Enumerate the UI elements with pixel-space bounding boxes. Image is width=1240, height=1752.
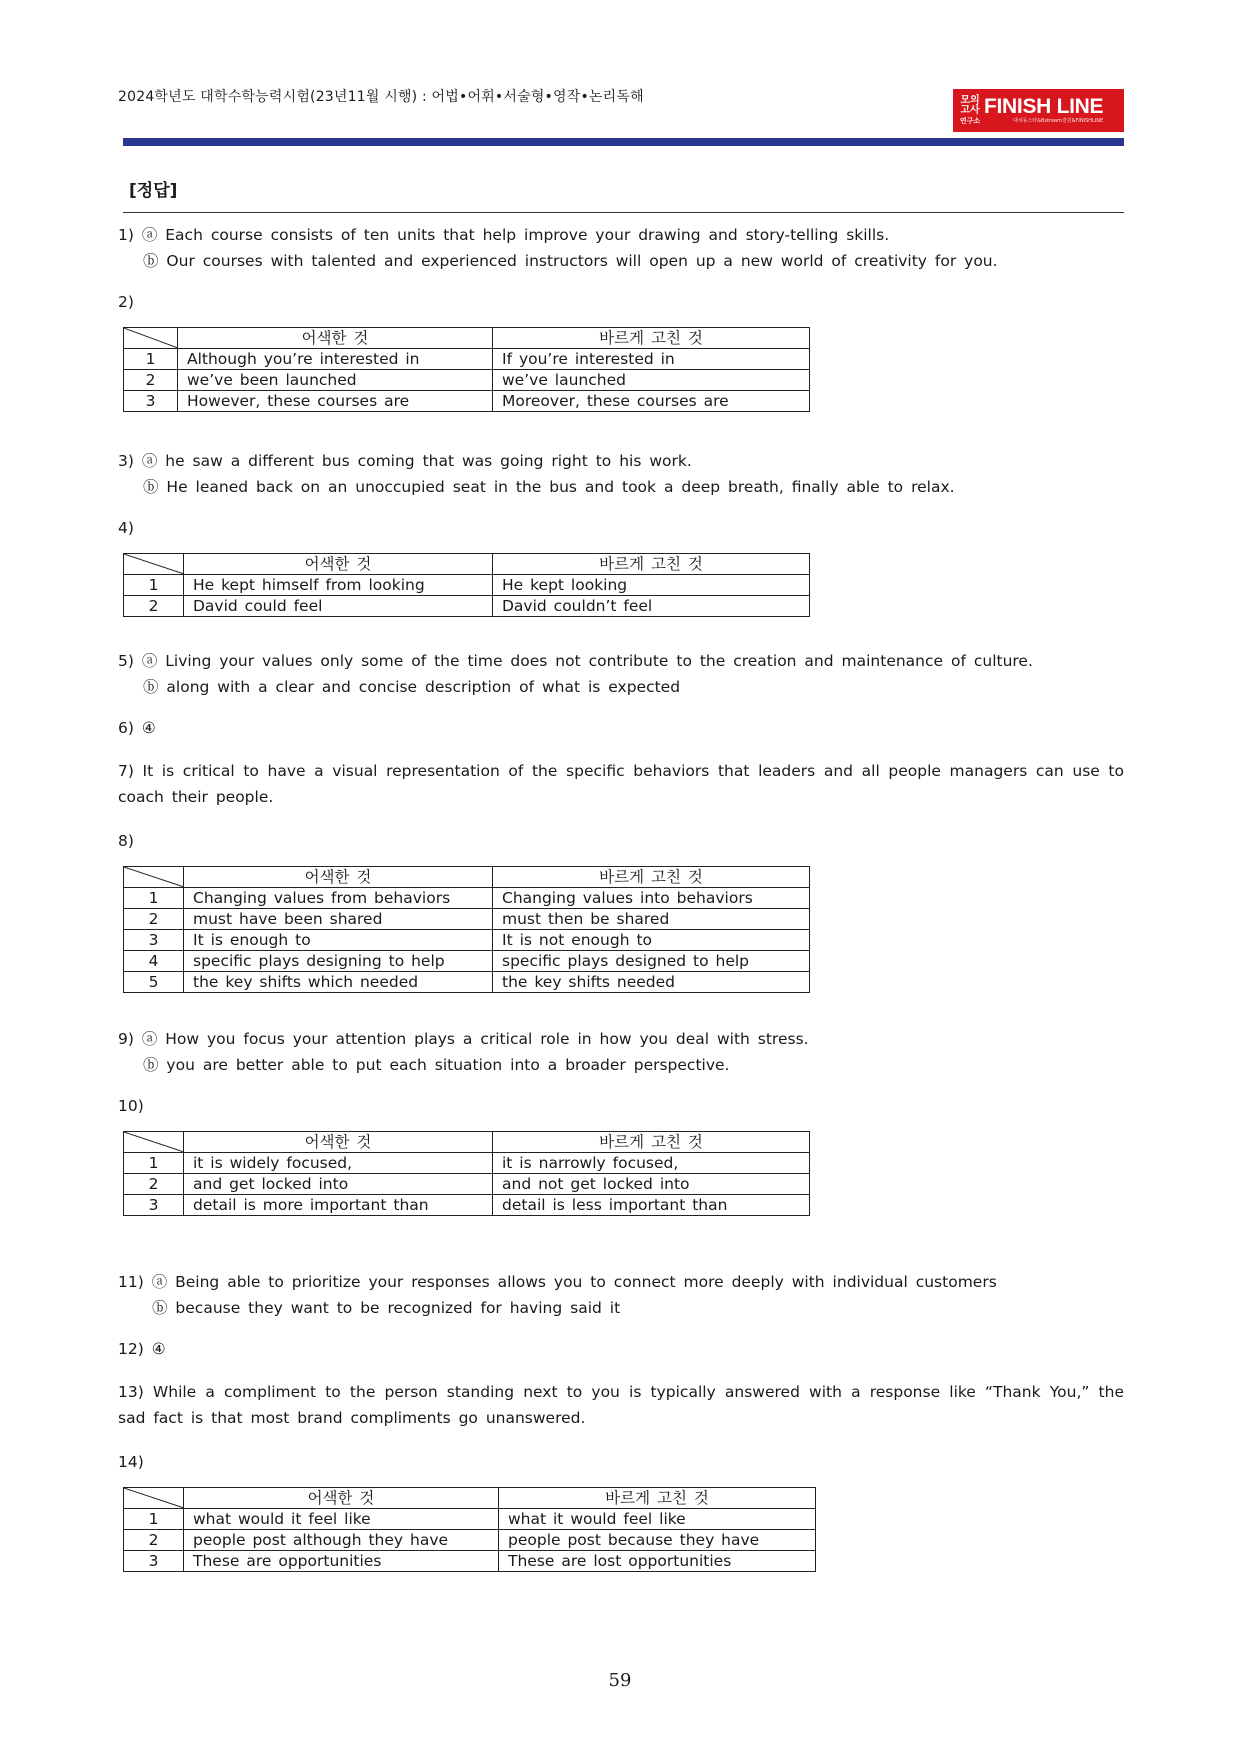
logo-text: FINISH LINE [984, 95, 1104, 118]
table-row: 1 He kept himself from looking He kept looking [124, 575, 810, 596]
table-row: 4 specific plays designing to help specific plays designed to help [124, 951, 810, 972]
answer-3b: ⓑ He leaned back on an unoccupied seat in the bus and took a deep breath, finally able to relax. [143, 478, 955, 496]
column-header-right: 바르게 고친 것 [493, 867, 810, 888]
table-row: 2 we’ve been launched we’ve launched [124, 370, 810, 391]
table-row: 3 It is enough to It is not enough to [124, 930, 810, 951]
answer-5a: 5) ⓐ Living your values only some of the time does not contribute to the creation and maintenance of culture. [118, 652, 1033, 670]
table-corner-diagonal [124, 554, 184, 575]
logo-mark: 모의 고사 연구소 [959, 94, 981, 125]
logo-subtext: 대치동스타&Bstream결원&FINISHLINE [1012, 118, 1104, 124]
answer-1b: ⓑ Our courses with talented and experienced instructors will open up a new world of creativity for you. [143, 252, 998, 270]
table-row: 1 it is widely focused, it is narrowly focused, [124, 1153, 810, 1174]
column-header-wrong: 어색한 것 [184, 1132, 493, 1153]
header-divider-bar [123, 138, 1124, 146]
table-row: 5 the key shifts which needed the key shifts needed [124, 972, 810, 993]
column-header-wrong: 어색한 것 [178, 328, 493, 349]
table-corner-diagonal [124, 1132, 184, 1153]
column-header-right: 바르게 고친 것 [493, 1132, 810, 1153]
table-row: 2 people post although they have people post because they have [124, 1530, 816, 1551]
answer-5b: ⓑ along with a clear and concise description of what is expected [143, 678, 681, 696]
answer-6: 6) ④ [118, 719, 156, 737]
answer-1a: 1) ⓐ Each course consists of ten units that help improve your drawing and story-telling skills. [118, 226, 890, 244]
answer-9b: ⓑ you are better able to put each situation into a broader perspective. [143, 1056, 730, 1074]
answer-4-table [123, 553, 810, 617]
table-row: 1 what would it feel like what it would feel like [124, 1509, 816, 1530]
answer-13: 13) While a compliment to the person standing next to you is typically answered with a response like “Thank You,” the sad fact is that most brand compliments go unanswered. [118, 1383, 1124, 1427]
answer-4-label: 4) [118, 519, 134, 537]
answer-8-label: 8) [118, 832, 134, 850]
answer-10-label: 10) [118, 1097, 144, 1115]
answer-10-table [123, 1131, 810, 1216]
table-row: 1 Changing values from behaviors Changing values into behaviors [124, 888, 810, 909]
column-header-wrong: 어색한 것 [184, 867, 493, 888]
table-row: 2 must have been shared must then be shared [124, 909, 810, 930]
answer-12: 12) ④ [118, 1340, 166, 1358]
finish-line-logo [953, 89, 1124, 132]
answer-2-label: 2) [118, 293, 134, 311]
table-corner-diagonal [124, 1488, 184, 1509]
page-number: 59 [608, 1670, 632, 1691]
answer-2-table [123, 327, 810, 412]
answer-7: 7) It is critical to have a visual representation of the specific behaviors that leaders and all people managers can use to coach their people. [118, 762, 1124, 806]
column-header-right: 바르게 고친 것 [493, 554, 810, 575]
table-row: 3 However, these courses are Moreover, these courses are [124, 391, 810, 412]
header-title: 2024학년도 대학수학능력시험(23년11월 시행) : 어법•어휘•서술형•영작•논리독해 [118, 89, 644, 105]
answer-14-table [123, 1487, 816, 1572]
column-header-wrong: 어색한 것 [184, 554, 493, 575]
column-header-right: 바르게 고친 것 [493, 328, 810, 349]
section-rule [123, 212, 1124, 213]
table-row: 2 David could feel David couldn’t feel [124, 596, 810, 617]
table-corner-diagonal [124, 867, 184, 888]
answer-14-label: 14) [118, 1453, 144, 1471]
answer-11a: 11) ⓐ Being able to prioritize your responses allows you to connect more deeply with individual customers [118, 1273, 997, 1291]
section-title: [정답] [129, 181, 178, 201]
answer-9a: 9) ⓐ How you focus your attention plays a critical role in how you deal with stress. [118, 1030, 809, 1048]
answer-8-table [123, 866, 810, 993]
table-corner-diagonal [124, 328, 178, 349]
answer-11b: ⓑ because they want to be recognized for having said it [152, 1299, 621, 1317]
table-row: 3 detail is more important than detail is less important than [124, 1195, 810, 1216]
table-row: 1 Although you’re interested in If you’re interested in [124, 349, 810, 370]
answer-3a: 3) ⓐ he saw a different bus coming that was going right to his work. [118, 452, 692, 470]
column-header-wrong: 어색한 것 [184, 1488, 499, 1509]
column-header-right: 바르게 고친 것 [499, 1488, 816, 1509]
table-row: 2 and get locked into and not get locked into [124, 1174, 810, 1195]
table-row: 3 These are opportunities These are lost opportunities [124, 1551, 816, 1572]
